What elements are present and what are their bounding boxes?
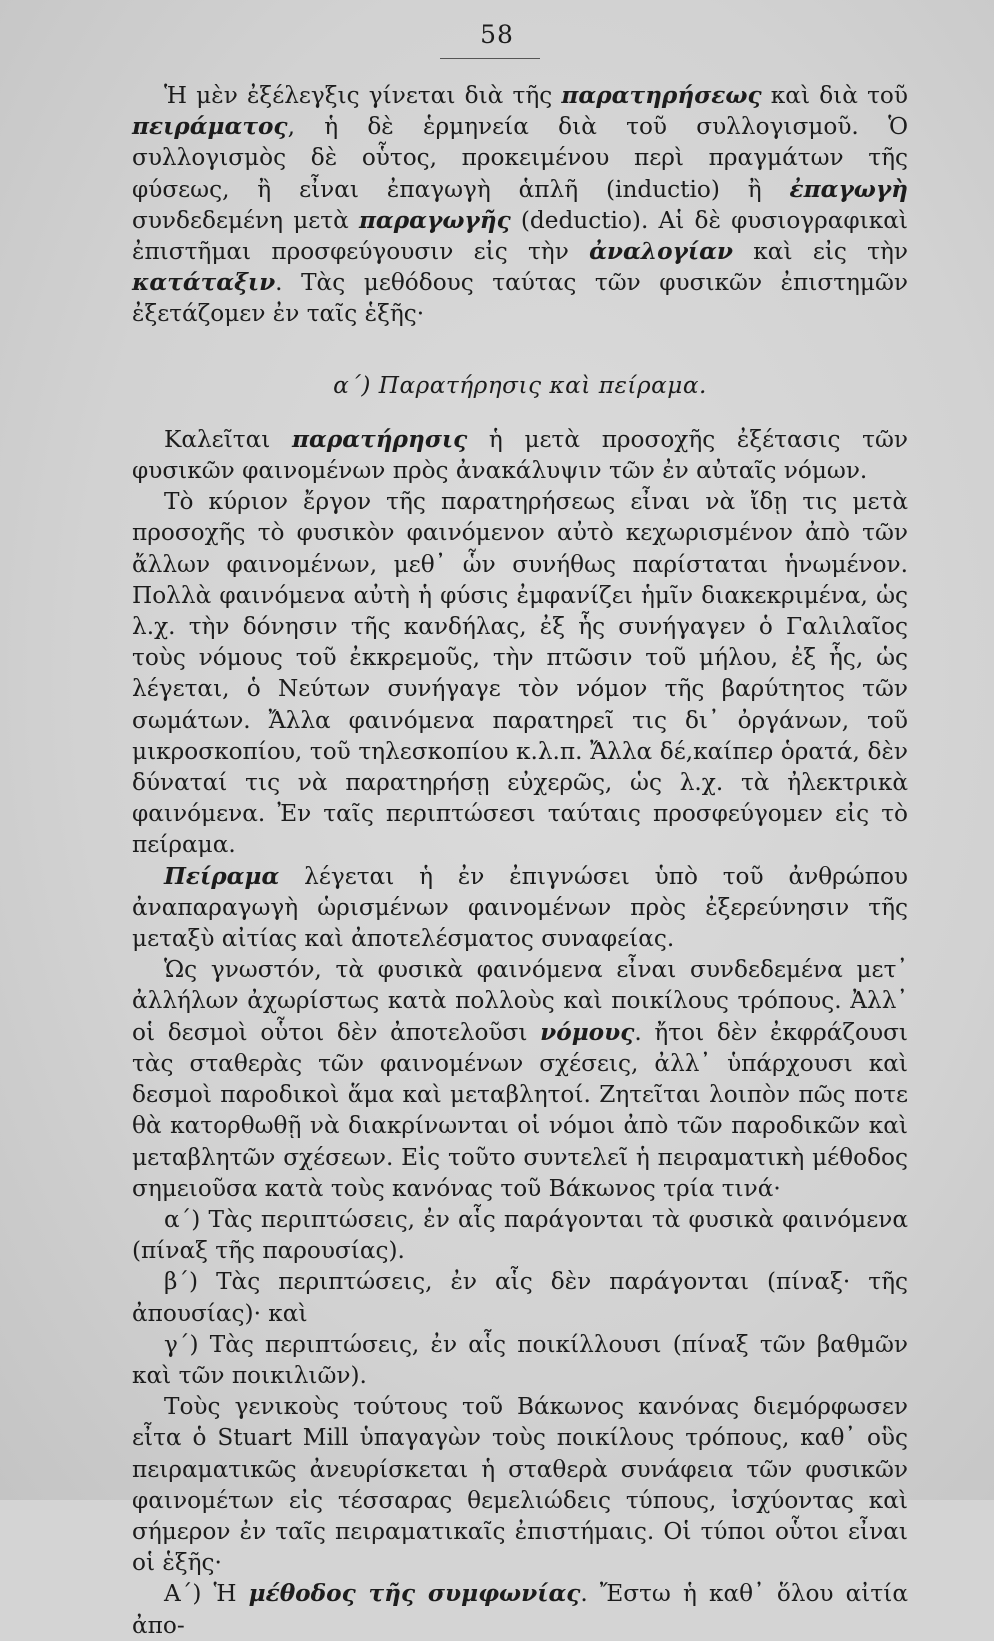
- text-run: , ἡ δὲ ἑρμηνεία διὰ τοῦ συλλογισμοῦ. Ὁ συλλογισμὸς δὲ οὗτος, προκειμένου περὶ πραγμάτων τῆς φύσεως, ἢ εἶναι ἐπαγωγὴ ἁπλῆ (inductio) ἢ: [132, 113, 908, 203]
- text-run: λέγεται ἡ ἐν ἐπιγνώσει ὑπὸ τοῦ ἀνθρώπου ἀναπαραγωγὴ ὡρισμένων φαινομένων πρὸς ἐξερεύνησιν τῆς μεταξὺ αἰτίας καὶ ἀποτελέσματος συναφείας.: [132, 862, 908, 953]
- page-number-rule: [440, 58, 540, 59]
- emphasized-term: παραγωγῆς: [358, 206, 511, 234]
- emphasized-term: παρατηρήσεως: [561, 82, 762, 109]
- text-run: συνδεδεμένη μετὰ: [132, 206, 359, 234]
- text-run: καὶ εἰς τὴν: [733, 238, 908, 266]
- emphasized-term: Πείραμα: [164, 862, 280, 890]
- text-run: γ΄) Τὰς περιπτώσεις, ἐν αἷς ποικίλλουσι (πίναξ τῶν βαθμῶν καὶ τῶν ποικιλιῶν).: [132, 1330, 908, 1389]
- list-item: [132, 1204, 908, 1266]
- paragraph: [132, 1578, 908, 1640]
- text-run: Ὡς γνωστόν, τὰ φυσικὰ φαινόμενα εἶναι συνδεδεμένα μετ᾽ ἀλλήλων ἀχωρίστως κατὰ πολλοὺς καὶ ποικίλους τρόπους. Ἀλλ᾽ οἱ δεσμοὶ οὗτοι δὲν ἀποτελοῦσι: [132, 956, 908, 1046]
- emphasized-term: ἀναλογίαν: [589, 238, 734, 266]
- emphasized-term: ἐπαγωγὴ: [789, 175, 908, 203]
- paragraph: [132, 1391, 908, 1578]
- list-item: [132, 1329, 908, 1391]
- paragraph: [132, 486, 908, 860]
- paragraph: [132, 861, 908, 955]
- text-run: Ἡ μὲν ἐξέλεγξις γίνεται διὰ τῆς: [164, 82, 562, 109]
- text-run: Τὸ κύριον ἔργον τῆς παρατηρήσεως εἶναι νὰ ἴδῃ τις μετὰ προσοχῆς τὸ φυσικὸν φαινόμενον αὐτὸ κεχωρισμένον ἀπὸ τῶν ἄλλων φαινομένων, μεθ᾽ ὧν συνήθως παρίσταται ἡνωμένον. Πολλὰ φαινόμενα αὐτὴ ἡ φύσις ἐμφανίζει ἡμῖν διακεκριμένα, ὡς λ.χ. τὴν δόνησιν τῆς κανδήλας, ἐξ ἧς συνήγαγεν ὁ Γαλιλαῖος τοὺς νόμους τοῦ ἐκκρεμοῦς, τὴν πτῶσιν τοῦ μήλου, ἐξ ἧς, ὡς λέγεται, ὁ Νεύτων συνήγαγε τὸν νόμον τῆς βαρύτητος τῶν σωμάτων. Ἄλλα φαινόμενα παρατηρεῖ τις δι᾽ ὀργάνων, τοῦ μικροσκοπίου, τοῦ τηλεσκοπίου κ.λ.π. Ἄλλα δέ,καίπερ ὁρατά, δὲν δύναταί τις νὰ παρατηρήσῃ εὐχερῶς, ὡς λ.χ. τὰ ἠλεκτρικὰ φαινόμενα. Ἐν ταῖς περιπτώσεσι ταύταις προσφεύγομεν εἰς τὸ πείραμα.: [132, 488, 908, 859]
- text-run: . ἤτοι δὲν ἐκφράζουσι τὰς σταθερὰς τῶν φαινομένων σχέσεις, ἀλλ᾽ ὑπάρχουσι καὶ δεσμοὶ παροδικοὶ ἅμα καὶ μεταβλητοί. Ζητεῖται λοιπὸν πῶς ποτε θὰ κατορθωθῇ νὰ διακρίνωνται οἱ νόμοι ἀπὸ τῶν παροδικῶν καὶ μεταβλητῶν σχέσεων. Εἰς τοῦτο συντελεῖ ἡ πειραματικὴ μέθοδος σημειοῦσα κατὰ τοὺς κανόνας τοῦ Βάκωνος τρία τινά·: [132, 1018, 908, 1202]
- text-run: α΄) Τὰς περιπτώσεις, ἐν αἷς παράγονται τὰ φυσικὰ φαινόμενα (πίναξ τῆς παρουσίας).: [132, 1205, 908, 1265]
- text-run: καὶ διὰ τοῦ: [761, 82, 908, 109]
- emphasized-term: παρατήρησις: [292, 425, 468, 453]
- text-run: α΄) Παρατήρησις καὶ πείραμα.: [333, 371, 707, 399]
- text-run: Α΄) Ἡ: [164, 1580, 249, 1608]
- text-run: . Τὰς μεθόδους ταύτας τῶν φυσικῶν ἐπιστημῶν ἐξετάζομεν ἐν ταῖς ἑξῆς·: [132, 269, 908, 328]
- list-item: [132, 1266, 908, 1328]
- text-run: Καλεῖται: [164, 425, 293, 453]
- emphasized-term: κατάταξιν: [132, 269, 276, 297]
- paragraph: [132, 80, 908, 330]
- text-run: (deductio). Αἱ δὲ φυσιογραφικαὶ ἐπιστῆμαι προσφεύγουσιν εἰς τὴν: [132, 206, 908, 266]
- body-text: [132, 80, 908, 1641]
- emphasized-term: μέθοδος τῆς συμφωνίας: [248, 1580, 581, 1608]
- emphasized-term: πειράματος: [132, 113, 288, 141]
- page-number: 58: [480, 20, 514, 49]
- text-run: β΄) Τὰς περιπτώσεις, ἐν αἷς δὲν παράγονται (πίναξ· τῆς ἀπουσίας)· καὶ: [132, 1268, 908, 1327]
- emphasized-term: νόμους: [540, 1018, 635, 1046]
- text-run: . Ἔστω ἡ καθ᾽ ὅλου αἰτία ἀπο-: [132, 1580, 908, 1639]
- text-run: ἡ μετὰ προσοχῆς ἐξέτασις τῶν φυσικῶν φαινομένων πρὸς ἀνακάλυψιν τῶν ἐν αὐταῖς νόμων.: [132, 425, 908, 485]
- paragraph: [132, 954, 908, 1204]
- section-heading: [132, 370, 908, 401]
- paragraph: [132, 424, 908, 486]
- text-run: Τοὺς γενικοὺς τούτους τοῦ Βάκωνος κανόνας διεμόρφωσεν εἶτα ὁ Stuart Mill ὑπαγαγὼν τοὺς ποικίλους τρόπους, καθ᾽ οὓς πειραματικῶς ἀνευρίσκεται ἡ σταθερὰ συνάφεια τῶν φυσικῶν φαινομέτων εἰς τέσσαρας θεμελιώδεις τύπους, ἰσχύοντας καὶ σήμερον ἐν ταῖς πειραματικαῖς ἐπιστήμαις. Οἱ τύποι οὗτοι εἶναι οἱ ἑξῆς·: [132, 1393, 908, 1577]
